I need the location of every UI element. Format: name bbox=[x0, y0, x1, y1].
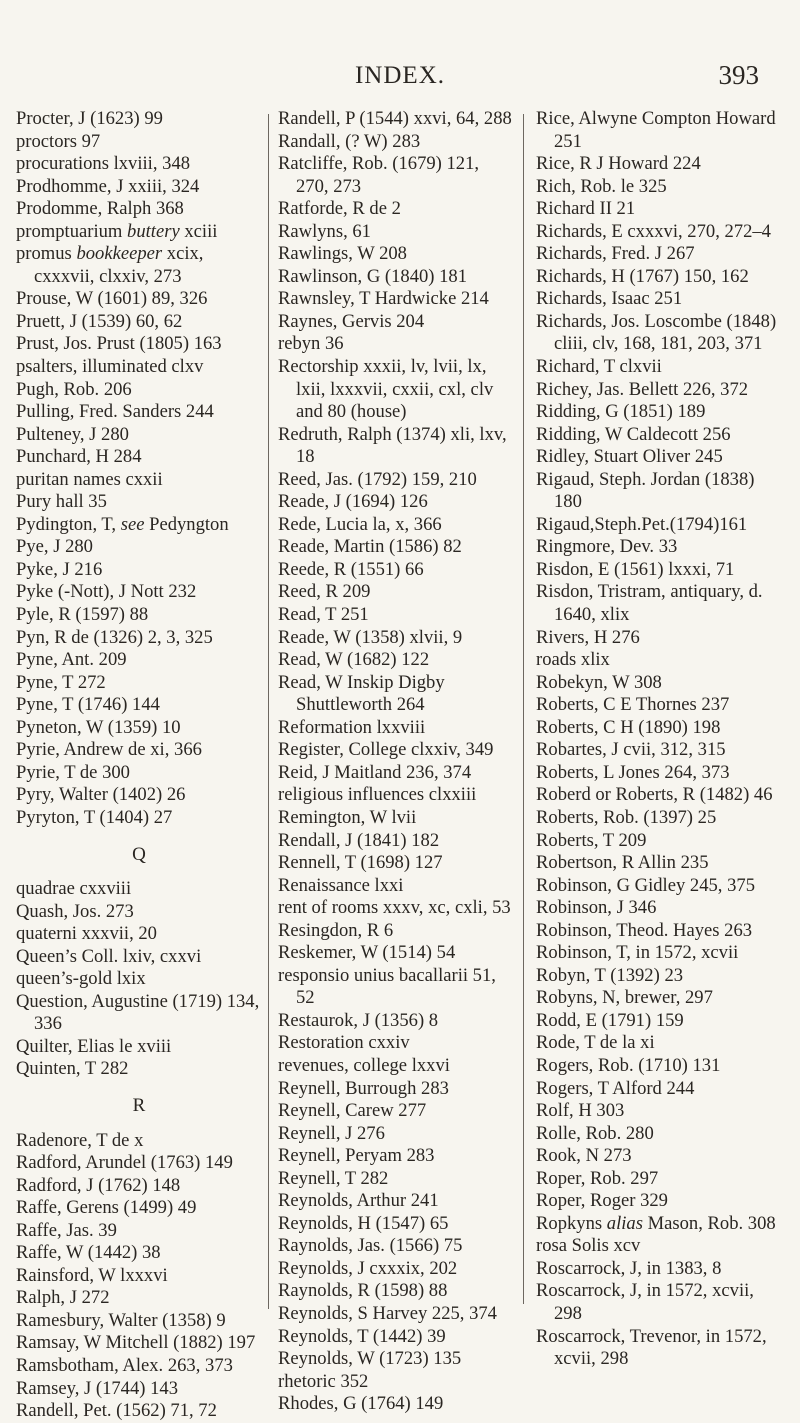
index-entry: Pulteney, J 280 bbox=[16, 423, 129, 445]
index-entry: Rawlinson, G (1840) 181 bbox=[278, 265, 468, 287]
index-entry: Rolf, H 303 bbox=[536, 1100, 625, 1122]
index-entry: Read, W Inskip Digby Shuttleworth 264 bbox=[278, 671, 445, 716]
index-entry: Renaissance lxxi bbox=[278, 874, 404, 896]
index-entry: Randell, Pet. (1562) 71, 72 bbox=[16, 1400, 217, 1422]
index-entry: Ramsay, W Mitchell (1882) 197 bbox=[16, 1332, 256, 1354]
index-entry: Rawlings, W 208 bbox=[278, 243, 407, 265]
index-entry: Rice, Alwyne Compton Howard 251 bbox=[536, 108, 776, 152]
index-entry: Ridley, Stuart Oliver 245 bbox=[536, 446, 723, 468]
index-entry: Roberts, T 209 bbox=[536, 829, 647, 851]
index-entry: Ringmore, Dev. 33 bbox=[536, 536, 678, 558]
index-entry: Roberts, C E Thornes 237 bbox=[536, 694, 730, 716]
index-entry: Pyke (-Nott), J Nott 232 bbox=[16, 581, 197, 603]
index-entry: Reformation lxxviii bbox=[278, 716, 426, 738]
index-entry: Reynell, J 276 bbox=[278, 1122, 385, 1144]
index-entry: Quash, Jos. 273 bbox=[16, 900, 134, 922]
index-entry: Pyne, T 272 bbox=[16, 671, 106, 693]
index-entry: Robyns, N, brewer, 297 bbox=[536, 987, 713, 1009]
index-entry: Pyryton, T (1404) 27 bbox=[16, 806, 173, 828]
index-entry: roads xlix bbox=[536, 649, 610, 671]
index-entry: Rolle, Rob. 280 bbox=[536, 1122, 654, 1144]
index-entry: Pyry, Walter (1402) 26 bbox=[16, 784, 186, 806]
index-entry: Ropkyns alias Mason, Rob. 308 bbox=[536, 1212, 776, 1234]
index-entry: procurations lxviii, 348 bbox=[16, 153, 191, 175]
section-letter: R bbox=[132, 1094, 146, 1116]
index-entry: Roberts, L Jones 264, 373 bbox=[536, 761, 730, 783]
index-entry: Ridding, W Caldecott 256 bbox=[536, 423, 731, 445]
index-entry: Remington, W lvii bbox=[278, 806, 417, 828]
index-column-1 bbox=[16, 108, 262, 1423]
index-entry: Rode, T de la xi bbox=[536, 1032, 655, 1054]
index-entry: Raynolds, R (1598) 88 bbox=[278, 1280, 448, 1302]
index-entry: Raynolds, Jas. (1566) 75 bbox=[278, 1235, 463, 1257]
index-entry: Roper, Roger 329 bbox=[536, 1190, 668, 1212]
index-entry: Register, College clxxiv, 349 bbox=[278, 739, 494, 761]
index-entry: Radford, J (1762) 148 bbox=[16, 1174, 181, 1196]
index-entry: Pury hall 35 bbox=[16, 491, 107, 513]
index-entry: Rendall, J (1841) 182 bbox=[278, 829, 440, 851]
index-entry: Radenore, T de x bbox=[16, 1129, 144, 1151]
index-entry: Raffe, Jas. 39 bbox=[16, 1219, 117, 1241]
index-entry: Reade, W (1358) xlvii, 9 bbox=[278, 626, 463, 648]
index-entry: Rice, R J Howard 224 bbox=[536, 153, 701, 175]
index-entry: Roberd or Roberts, R (1482) 46 bbox=[536, 784, 773, 806]
column-divider bbox=[268, 114, 269, 1309]
index-column-2 bbox=[278, 108, 514, 1416]
column-divider bbox=[523, 114, 524, 1304]
index-entry: rhetoric 352 bbox=[278, 1370, 369, 1392]
index-entry: Rennell, T (1698) 127 bbox=[278, 852, 443, 874]
index-entry: Roscarrock, J, in 1383, 8 bbox=[536, 1257, 722, 1279]
index-entry: Pyle, R (1597) 88 bbox=[16, 604, 149, 626]
index-entry: Reynolds, H (1547) 65 bbox=[278, 1212, 449, 1234]
index-entry: Rogers, Rob. (1710) 131 bbox=[536, 1054, 721, 1076]
index-entry: Pyrie, T de 300 bbox=[16, 761, 130, 783]
index-entry: Ridding, G (1851) 189 bbox=[536, 401, 706, 423]
index-entry: Robinson, Theod. Hayes 263 bbox=[536, 919, 753, 941]
index-entry: Quinten, T 282 bbox=[16, 1058, 129, 1080]
index-entry: Pye, J 280 bbox=[16, 536, 93, 558]
index-entry: Richard II 21 bbox=[536, 198, 636, 220]
index-entry: Reskemer, W (1514) 54 bbox=[278, 942, 456, 964]
index-entry: Rogers, T Alford 244 bbox=[536, 1077, 695, 1099]
index-entry: Resingdon, R 6 bbox=[278, 919, 394, 941]
index-entry: Pyne, Ant. 209 bbox=[16, 649, 127, 671]
header-title: INDEX. bbox=[354, 62, 445, 89]
index-entry: Pydington, T, see Pedyngton bbox=[16, 513, 229, 535]
index-entry: Reid, J Maitland 236, 374 bbox=[278, 761, 472, 783]
index-entry: Restoration cxxiv bbox=[278, 1032, 410, 1054]
index-entry: Prust, Jos. Prust (1805) 163 bbox=[16, 333, 222, 355]
index-entry: Pyrie, Andrew de xi, 366 bbox=[16, 739, 202, 761]
index-entry: Pyke, J 216 bbox=[16, 558, 103, 580]
index-entry: proctors 97 bbox=[16, 130, 101, 152]
index-entry: Randell, P (1544) xxvi, 64, 288 bbox=[278, 108, 512, 129]
index-entry: Robinson, T, in 1572, xcvii bbox=[536, 942, 739, 964]
index-column-3 bbox=[536, 108, 784, 1371]
index-entry: Reynolds, W (1723) 135 bbox=[278, 1348, 462, 1370]
index-entry: Rivers, H 276 bbox=[536, 626, 640, 648]
index-entry: revenues, college lxxvi bbox=[278, 1054, 450, 1076]
index-entry: Procter, J (1623) 99 bbox=[16, 108, 163, 129]
index-entry: Rede, Lucia la, x, 366 bbox=[278, 513, 442, 535]
index-entry: Raffe, W (1442) 38 bbox=[16, 1242, 161, 1264]
index-entry: Risdon, Tristram, antiquary, d. 1640, xlix bbox=[536, 581, 763, 626]
index-entry: Roscarrock, J, in 1572, xcvii, 298 bbox=[536, 1280, 754, 1324]
index-entry: quaterni xxxvii, 20 bbox=[16, 923, 157, 945]
index-entry: Reynolds, J cxxxix, 202 bbox=[278, 1257, 458, 1279]
index-entry: Restaurok, J (1356) 8 bbox=[278, 1009, 439, 1031]
index-entry: Reynell, T 282 bbox=[278, 1167, 389, 1189]
index-entry: Richey, Jas. Bellett 226, 372 bbox=[536, 378, 749, 400]
index-entry: Pyn, R de (1326) 2, 3, 325 bbox=[16, 626, 213, 648]
index-entry: Rainsford, W lxxxvi bbox=[16, 1264, 168, 1286]
index-entry: Pyne, T (1746) 144 bbox=[16, 694, 160, 716]
index-entry: Richards, Isaac 251 bbox=[536, 288, 683, 310]
index-entry: Rigaud, Steph. Jordan (1838) 180 bbox=[536, 468, 755, 513]
index-entry: Roper, Rob. 297 bbox=[536, 1167, 659, 1189]
page-header bbox=[0, 58, 800, 98]
index-entry: Reade, Martin (1586) 82 bbox=[278, 536, 462, 558]
index-entry: Raffe, Gerens (1499) 49 bbox=[16, 1197, 197, 1219]
index-entry: Ramsey, J (1744) 143 bbox=[16, 1377, 178, 1399]
index-entry: Reynell, Burrough 283 bbox=[278, 1077, 449, 1099]
index-entry: psalters, illuminated clxv bbox=[16, 356, 204, 378]
index-entry: rebyn 36 bbox=[278, 333, 344, 355]
index-entry: Pugh, Rob. 206 bbox=[16, 378, 132, 400]
index-entry: Punchard, H 284 bbox=[16, 446, 142, 468]
index-entry: Roscarrock, Trevenor, in 1572, xcvii, 298 bbox=[536, 1325, 767, 1370]
index-entry: Ratforde, R de 2 bbox=[278, 198, 401, 220]
index-entry: Read, W (1682) 122 bbox=[278, 649, 430, 671]
index-entry: quadrae cxxviii bbox=[16, 878, 132, 900]
index-entry: Rodd, E (1791) 159 bbox=[536, 1009, 684, 1031]
index-entry: Roberts, C H (1890) 198 bbox=[536, 716, 721, 738]
index-entry: Robartes, J cvii, 312, 315 bbox=[536, 739, 726, 761]
page-number: 393 bbox=[718, 60, 759, 90]
index-entry: Roberts, Rob. (1397) 25 bbox=[536, 806, 717, 828]
index-entry: Richards, H (1767) 150, 162 bbox=[536, 265, 749, 287]
index-entry: religious influences clxxiii bbox=[278, 784, 477, 806]
index-entry: Reynolds, Arthur 241 bbox=[278, 1190, 439, 1212]
index-entry: Richards, Fred. J 267 bbox=[536, 243, 695, 265]
index-entry: Reede, R (1551) 66 bbox=[278, 558, 424, 580]
index-entry: Prouse, W (1601) 89, 326 bbox=[16, 288, 208, 310]
index-entry: Ralph, J 272 bbox=[16, 1287, 110, 1309]
index-entry: Radford, Arundel (1763) 149 bbox=[16, 1152, 233, 1174]
index-entry: Rectorship xxxii, lv, lvii, lx, lxii, lxxxvii, cxxii, cxl, clv and 80 (house) bbox=[278, 356, 494, 423]
index-entry: Raynes, Gervis 204 bbox=[278, 310, 425, 332]
index-entry: Rhodes, G (1764) 149 bbox=[278, 1393, 444, 1415]
index-entry: rosa Solis xcv bbox=[536, 1235, 641, 1257]
index-entry: Rawnsley, T Hardwicke 214 bbox=[278, 288, 489, 310]
index-entry: Prodomme, Ralph 368 bbox=[16, 198, 184, 220]
index-entry: Queen’s Coll. lxiv, cxxvi bbox=[16, 945, 202, 967]
index-entry: Robyn, T (1392) 23 bbox=[536, 964, 684, 986]
index-entry: puritan names cxxii bbox=[16, 468, 163, 490]
index-entry: Reed, Jas. (1792) 159, 210 bbox=[278, 468, 477, 490]
index-entry: Richards, E cxxxvi, 270, 272–4 bbox=[536, 220, 771, 242]
index-entry: Richard, T clxvii bbox=[536, 356, 662, 378]
index-entry: rent of rooms xxxv, xc, cxli, 53 bbox=[278, 897, 511, 919]
index-entry: Richards, Jos. Loscombe (1848) cliii, clv, 168, 181, 203, 371 bbox=[536, 310, 777, 355]
index-entry: Reynolds, S Harvey 225, 374 bbox=[278, 1302, 497, 1324]
index-entry: Pyneton, W (1359) 10 bbox=[16, 716, 181, 738]
index-entry: Read, T 251 bbox=[278, 604, 369, 626]
index-entry: responsio unius bacallarii 51, 52 bbox=[278, 964, 496, 1009]
section-letter: Q bbox=[132, 843, 146, 865]
index-entry: promus bookkeeper xcix, cxxxvii, clxxiv, 273 bbox=[16, 243, 204, 287]
index-entry: Rook, N 273 bbox=[536, 1145, 632, 1167]
index-entry: Risdon, E (1561) lxxxi, 71 bbox=[536, 558, 735, 580]
index-entry: Reed, R 209 bbox=[278, 581, 371, 603]
index-entry: Rawlyns, 61 bbox=[278, 220, 371, 242]
index-entry: queen’s-gold lxix bbox=[16, 968, 146, 990]
index-entry: Pulling, Fred. Sanders 244 bbox=[16, 401, 214, 423]
index-entry: Prodhomme, J xxiii, 324 bbox=[16, 175, 200, 197]
index-entry: Reynell, Carew 277 bbox=[278, 1100, 427, 1122]
index-entry: Rigaud,Steph.Pet.(1794)161 bbox=[536, 513, 748, 535]
index-entry: Robekyn, W 308 bbox=[536, 671, 662, 693]
index-entry: Redruth, Ralph (1374) xli, lxv, 18 bbox=[278, 423, 507, 468]
index-entry: Question, Augustine (1719) 134, 336 bbox=[16, 990, 260, 1035]
index-entry: Reade, J (1694) 126 bbox=[278, 491, 428, 513]
index-entry: Pruett, J (1539) 60, 62 bbox=[16, 310, 183, 332]
index-entry: Ramsbotham, Alex. 263, 373 bbox=[16, 1354, 233, 1376]
index-entry: Ramesbury, Walter (1358) 9 bbox=[16, 1309, 226, 1331]
index-entry: Ratcliffe, Rob. (1679) 121, 270, 273 bbox=[278, 153, 480, 197]
index-entry: Randall, (? W) 283 bbox=[278, 130, 421, 152]
index-entry: Quilter, Elias le xviii bbox=[16, 1035, 172, 1057]
index-entry: promptuarium buttery xciii bbox=[16, 220, 218, 242]
index-entry: Reynolds, T (1442) 39 bbox=[278, 1325, 446, 1347]
index-entry: Reynell, Peryam 283 bbox=[278, 1145, 435, 1167]
index-entry: Robinson, G Gidley 245, 375 bbox=[536, 874, 755, 896]
index-entry: Robinson, J 346 bbox=[536, 897, 657, 919]
index-entry: Robertson, R Allin 235 bbox=[536, 852, 709, 874]
index-entry: Rich, Rob. le 325 bbox=[536, 175, 667, 197]
